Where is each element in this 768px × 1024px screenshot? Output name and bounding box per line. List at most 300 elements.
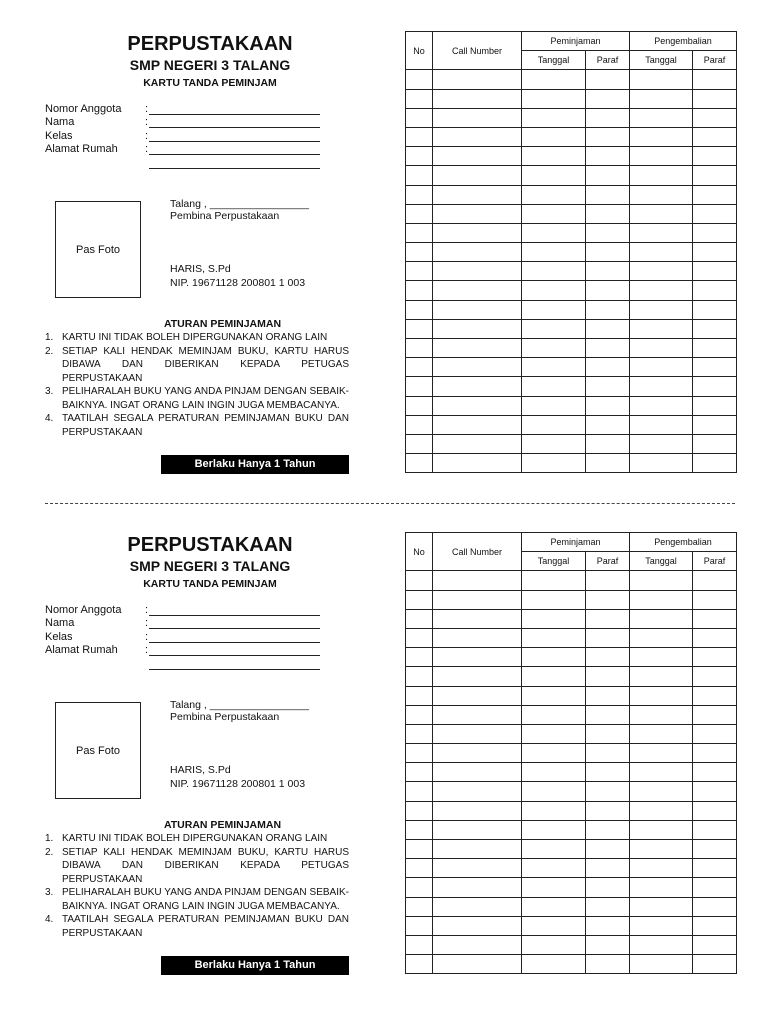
- colon: :: [145, 631, 149, 643]
- table-cell[interactable]: [630, 281, 693, 300]
- header-no: No: [406, 32, 433, 70]
- table-cell[interactable]: [693, 166, 737, 185]
- table-cell[interactable]: [693, 840, 737, 859]
- table-cell[interactable]: [406, 571, 433, 590]
- table-cell[interactable]: [586, 628, 630, 647]
- table-cell[interactable]: [522, 782, 586, 801]
- table-cell[interactable]: [433, 358, 522, 377]
- table-cell[interactable]: [522, 590, 586, 609]
- table-cell[interactable]: [693, 782, 737, 801]
- table-cell[interactable]: [693, 897, 737, 916]
- table-cell[interactable]: [406, 147, 433, 166]
- table-cell[interactable]: [586, 262, 630, 281]
- table-row: [406, 801, 737, 820]
- table-cell[interactable]: [522, 628, 586, 647]
- table-cell[interactable]: [433, 204, 522, 223]
- field-name[interactable]: [45, 617, 325, 630]
- rule-number: 3.: [45, 887, 54, 898]
- table-cell[interactable]: [406, 89, 433, 108]
- table-cell[interactable]: [406, 185, 433, 204]
- table-cell[interactable]: [522, 955, 586, 974]
- table-cell[interactable]: [433, 801, 522, 820]
- table-cell[interactable]: [693, 724, 737, 743]
- table-cell[interactable]: [693, 609, 737, 628]
- address-line-2[interactable]: [149, 168, 320, 169]
- table-cell[interactable]: [433, 648, 522, 667]
- table-cell[interactable]: [433, 571, 522, 590]
- table-cell[interactable]: [630, 590, 693, 609]
- table-cell[interactable]: [406, 377, 433, 396]
- table-cell[interactable]: [586, 686, 630, 705]
- table-cell[interactable]: [406, 763, 433, 782]
- table-cell[interactable]: [630, 377, 693, 396]
- table-cell[interactable]: [630, 801, 693, 820]
- table-cell[interactable]: [433, 185, 522, 204]
- table-cell[interactable]: [522, 763, 586, 782]
- table-cell[interactable]: [630, 204, 693, 223]
- table-row: [406, 319, 737, 338]
- field-name[interactable]: [45, 116, 325, 129]
- table-cell[interactable]: [522, 897, 586, 916]
- table-cell[interactable]: [406, 724, 433, 743]
- table-cell[interactable]: [522, 147, 586, 166]
- table-cell[interactable]: [433, 916, 522, 935]
- table-cell[interactable]: [406, 454, 433, 473]
- table-row: [406, 108, 737, 127]
- table-cell[interactable]: [693, 454, 737, 473]
- table-row: [406, 571, 737, 590]
- table-cell[interactable]: [433, 840, 522, 859]
- table-cell[interactable]: [522, 358, 586, 377]
- table-cell[interactable]: [693, 955, 737, 974]
- table-cell[interactable]: [693, 628, 737, 647]
- table-cell[interactable]: [522, 667, 586, 686]
- table-row: [406, 724, 737, 743]
- table-cell[interactable]: [522, 571, 586, 590]
- field-class[interactable]: [45, 631, 325, 644]
- table-cell[interactable]: [693, 744, 737, 763]
- table-cell[interactable]: [433, 878, 522, 897]
- table-cell[interactable]: [586, 820, 630, 839]
- table-cell[interactable]: [630, 705, 693, 724]
- table-cell[interactable]: [586, 147, 630, 166]
- table-cell[interactable]: [406, 281, 433, 300]
- loan-table: [405, 31, 737, 473]
- table-cell[interactable]: [406, 955, 433, 974]
- table-cell[interactable]: [406, 434, 433, 453]
- table-cell[interactable]: [433, 70, 522, 89]
- table-cell[interactable]: [586, 223, 630, 242]
- table-cell[interactable]: [522, 648, 586, 667]
- table-cell[interactable]: [630, 108, 693, 127]
- table-cell[interactable]: [693, 281, 737, 300]
- table-cell[interactable]: [522, 300, 586, 319]
- table-cell[interactable]: [630, 454, 693, 473]
- blank-line: [149, 615, 320, 616]
- table-cell[interactable]: [406, 609, 433, 628]
- table-cell[interactable]: [406, 744, 433, 763]
- table-cell[interactable]: [522, 916, 586, 935]
- table-cell[interactable]: [406, 648, 433, 667]
- table-cell[interactable]: [630, 820, 693, 839]
- table-row: [406, 840, 737, 859]
- table-cell[interactable]: [406, 262, 433, 281]
- table-cell[interactable]: [586, 89, 630, 108]
- loan-table: [405, 532, 737, 974]
- photo-label: Pas Foto: [75, 243, 121, 256]
- table-cell[interactable]: [406, 801, 433, 820]
- table-cell[interactable]: [433, 744, 522, 763]
- table-cell[interactable]: [433, 300, 522, 319]
- table-cell[interactable]: [693, 415, 737, 434]
- table-cell[interactable]: [693, 147, 737, 166]
- table-cell[interactable]: [522, 609, 586, 628]
- field-member-number[interactable]: [45, 604, 325, 617]
- table-cell[interactable]: [586, 281, 630, 300]
- table-cell[interactable]: [630, 840, 693, 859]
- table-cell[interactable]: [522, 89, 586, 108]
- table-cell[interactable]: [406, 840, 433, 859]
- table-cell[interactable]: [693, 339, 737, 358]
- table-cell[interactable]: [693, 127, 737, 146]
- table-cell[interactable]: [433, 705, 522, 724]
- table-cell[interactable]: [406, 127, 433, 146]
- table-cell[interactable]: [522, 70, 586, 89]
- table-cell[interactable]: [406, 339, 433, 358]
- table-cell[interactable]: [630, 223, 693, 242]
- table-cell[interactable]: [522, 243, 586, 262]
- header-return: Pengembalian: [630, 32, 737, 51]
- table-cell[interactable]: [522, 377, 586, 396]
- table-cell[interactable]: [586, 724, 630, 743]
- table-cell[interactable]: [406, 686, 433, 705]
- rule-text: KARTU INI TIDAK BOLEH DIPERGUNAKAN ORANG LAIN: [62, 332, 328, 343]
- table-cell[interactable]: [693, 667, 737, 686]
- validity-badge: Berlaku Hanya 1 Tahun: [161, 455, 349, 474]
- table-cell[interactable]: [630, 243, 693, 262]
- table-cell[interactable]: [630, 935, 693, 954]
- table-cell[interactable]: [586, 705, 630, 724]
- header-borrow-date: Tanggal: [522, 552, 586, 571]
- table-cell[interactable]: [586, 609, 630, 628]
- table-cell[interactable]: [630, 415, 693, 434]
- table-cell[interactable]: [433, 339, 522, 358]
- rule-number: 3.: [45, 386, 54, 397]
- table-cell[interactable]: [586, 801, 630, 820]
- table-cell[interactable]: [693, 319, 737, 338]
- table-cell[interactable]: [522, 686, 586, 705]
- table-cell[interactable]: [522, 801, 586, 820]
- table-cell[interactable]: [693, 243, 737, 262]
- field-member-number[interactable]: [45, 103, 325, 116]
- table-cell[interactable]: [586, 415, 630, 434]
- table-cell[interactable]: [406, 878, 433, 897]
- table-cell[interactable]: [693, 70, 737, 89]
- table-cell[interactable]: [630, 319, 693, 338]
- table-cell[interactable]: [433, 223, 522, 242]
- table-cell[interactable]: [586, 916, 630, 935]
- table-cell[interactable]: [586, 70, 630, 89]
- table-cell[interactable]: [406, 782, 433, 801]
- table-cell[interactable]: [586, 300, 630, 319]
- table-cell[interactable]: [630, 434, 693, 453]
- table-cell[interactable]: [433, 319, 522, 338]
- table-cell[interactable]: [522, 820, 586, 839]
- table-cell[interactable]: [406, 396, 433, 415]
- header-call-number: Call Number: [433, 32, 522, 70]
- table-cell[interactable]: [693, 300, 737, 319]
- table-cell[interactable]: [433, 434, 522, 453]
- table-cell[interactable]: [406, 415, 433, 434]
- table-cell[interactable]: [630, 878, 693, 897]
- table-cell[interactable]: [433, 281, 522, 300]
- blank-line: [149, 141, 320, 142]
- table-cell[interactable]: [630, 396, 693, 415]
- table-cell[interactable]: [433, 820, 522, 839]
- table-cell[interactable]: [630, 358, 693, 377]
- rule-number: 4.: [45, 413, 54, 424]
- table-row: [406, 434, 737, 453]
- table-cell[interactable]: [522, 185, 586, 204]
- table-cell[interactable]: [522, 705, 586, 724]
- table-cell[interactable]: [433, 859, 522, 878]
- table-cell[interactable]: [522, 935, 586, 954]
- field-address[interactable]: [45, 644, 325, 657]
- table-cell[interactable]: [406, 300, 433, 319]
- rule-item: [45, 345, 349, 386]
- table-cell[interactable]: [630, 609, 693, 628]
- table-cell[interactable]: [630, 648, 693, 667]
- table-cell[interactable]: [522, 166, 586, 185]
- table-cell[interactable]: [586, 859, 630, 878]
- table-cell[interactable]: [522, 840, 586, 859]
- table-cell[interactable]: [433, 243, 522, 262]
- table-cell[interactable]: [522, 724, 586, 743]
- table-row: [406, 89, 737, 108]
- table-cell[interactable]: [406, 223, 433, 242]
- table-cell[interactable]: [406, 820, 433, 839]
- table-cell[interactable]: [406, 916, 433, 935]
- rule-item: [45, 385, 349, 412]
- table-cell[interactable]: [406, 108, 433, 127]
- table-cell[interactable]: [586, 127, 630, 146]
- table-row: [406, 70, 737, 89]
- table-cell[interactable]: [406, 166, 433, 185]
- table-cell[interactable]: [586, 204, 630, 223]
- table-cell[interactable]: [586, 878, 630, 897]
- table-cell[interactable]: [630, 147, 693, 166]
- table-cell[interactable]: [693, 358, 737, 377]
- table-cell[interactable]: [630, 262, 693, 281]
- table-cell[interactable]: [522, 454, 586, 473]
- table-cell[interactable]: [693, 396, 737, 415]
- table-cell[interactable]: [433, 609, 522, 628]
- table-cell[interactable]: [433, 590, 522, 609]
- table-cell[interactable]: [406, 70, 433, 89]
- table-cell[interactable]: [433, 686, 522, 705]
- table-cell[interactable]: [433, 147, 522, 166]
- table-cell[interactable]: [406, 667, 433, 686]
- table-cell[interactable]: [522, 415, 586, 434]
- table-cell[interactable]: [586, 782, 630, 801]
- table-cell[interactable]: [630, 300, 693, 319]
- table-cell[interactable]: [433, 415, 522, 434]
- table-cell[interactable]: [693, 185, 737, 204]
- table-cell[interactable]: [693, 763, 737, 782]
- table-cell[interactable]: [433, 628, 522, 647]
- table-cell[interactable]: [586, 358, 630, 377]
- table-cell[interactable]: [433, 166, 522, 185]
- table-cell[interactable]: [586, 667, 630, 686]
- table-cell[interactable]: [433, 127, 522, 146]
- table-cell[interactable]: [586, 243, 630, 262]
- table-cell[interactable]: [406, 935, 433, 954]
- table-row: [406, 935, 737, 954]
- table-cell[interactable]: [586, 108, 630, 127]
- table-cell[interactable]: [522, 859, 586, 878]
- table-cell[interactable]: [630, 185, 693, 204]
- table-cell[interactable]: [630, 339, 693, 358]
- table-cell[interactable]: [693, 648, 737, 667]
- table-cell[interactable]: [433, 89, 522, 108]
- table-cell[interactable]: [433, 667, 522, 686]
- field-class[interactable]: [45, 130, 325, 143]
- table-cell[interactable]: [522, 396, 586, 415]
- table-cell[interactable]: [586, 897, 630, 916]
- table-cell[interactable]: [693, 878, 737, 897]
- table-cell[interactable]: [693, 108, 737, 127]
- table-cell[interactable]: [586, 571, 630, 590]
- table-cell[interactable]: [693, 935, 737, 954]
- table-cell[interactable]: [630, 70, 693, 89]
- table-cell[interactable]: [630, 897, 693, 916]
- table-cell[interactable]: [433, 377, 522, 396]
- table-cell[interactable]: [630, 127, 693, 146]
- table-cell[interactable]: [586, 744, 630, 763]
- table-cell[interactable]: [586, 396, 630, 415]
- table-cell[interactable]: [433, 396, 522, 415]
- table-cell[interactable]: [406, 859, 433, 878]
- field-address[interactable]: [45, 143, 325, 156]
- table-cell[interactable]: [522, 223, 586, 242]
- table-cell[interactable]: [693, 223, 737, 242]
- signer-name: HARIS, S.Pd: [170, 764, 231, 776]
- table-cell[interactable]: [586, 840, 630, 859]
- table-cell[interactable]: [522, 108, 586, 127]
- table-cell[interactable]: [693, 705, 737, 724]
- table-cell[interactable]: [433, 262, 522, 281]
- table-cell[interactable]: [433, 108, 522, 127]
- table-cell[interactable]: [630, 628, 693, 647]
- table-cell[interactable]: [693, 916, 737, 935]
- table-cell[interactable]: [693, 262, 737, 281]
- table-cell[interactable]: [630, 166, 693, 185]
- address-line-2[interactable]: [149, 669, 320, 670]
- rule-item: [45, 913, 349, 940]
- table-cell[interactable]: [693, 571, 737, 590]
- table-cell[interactable]: [522, 434, 586, 453]
- table-cell[interactable]: [586, 185, 630, 204]
- table-cell[interactable]: [693, 686, 737, 705]
- table-cell[interactable]: [693, 434, 737, 453]
- table-cell[interactable]: [693, 820, 737, 839]
- table-cell[interactable]: [693, 377, 737, 396]
- table-cell[interactable]: [693, 204, 737, 223]
- rule-item: [45, 331, 349, 345]
- table-cell[interactable]: [433, 935, 522, 954]
- table-row: [406, 300, 737, 319]
- table-cell[interactable]: [630, 763, 693, 782]
- table-cell[interactable]: [586, 590, 630, 609]
- table-cell[interactable]: [630, 744, 693, 763]
- table-cell[interactable]: [522, 878, 586, 897]
- table-cell[interactable]: [433, 763, 522, 782]
- table-cell[interactable]: [693, 801, 737, 820]
- table-cell[interactable]: [630, 667, 693, 686]
- table-cell[interactable]: [630, 724, 693, 743]
- rule-number: 2.: [45, 345, 54, 357]
- signer-name: HARIS, S.Pd: [170, 263, 231, 275]
- table-cell[interactable]: [630, 782, 693, 801]
- table-cell[interactable]: [586, 166, 630, 185]
- table-cell[interactable]: [433, 955, 522, 974]
- table-cell[interactable]: [586, 955, 630, 974]
- table-cell[interactable]: [522, 262, 586, 281]
- table-cell[interactable]: [522, 281, 586, 300]
- table-cell[interactable]: [630, 859, 693, 878]
- table-cell[interactable]: [586, 377, 630, 396]
- table-cell[interactable]: [522, 744, 586, 763]
- table-cell[interactable]: [406, 590, 433, 609]
- table-cell[interactable]: [630, 916, 693, 935]
- table-cell[interactable]: [693, 89, 737, 108]
- table-cell[interactable]: [406, 897, 433, 916]
- table-cell[interactable]: [586, 763, 630, 782]
- table-cell[interactable]: [586, 319, 630, 338]
- table-cell[interactable]: [586, 648, 630, 667]
- table-cell[interactable]: [406, 319, 433, 338]
- table-cell[interactable]: [433, 897, 522, 916]
- table-cell[interactable]: [586, 339, 630, 358]
- place-date: Talang , _________________: [170, 198, 309, 210]
- table-cell[interactable]: [522, 204, 586, 223]
- table-cell[interactable]: [586, 434, 630, 453]
- table-cell[interactable]: [630, 686, 693, 705]
- table-cell[interactable]: [630, 571, 693, 590]
- table-cell[interactable]: [406, 204, 433, 223]
- signer-role: Pembina Perpustakaan: [170, 210, 280, 222]
- table-row: [406, 243, 737, 262]
- table-cell[interactable]: [693, 859, 737, 878]
- table-cell[interactable]: [630, 89, 693, 108]
- table-cell[interactable]: [406, 705, 433, 724]
- table-cell[interactable]: [406, 358, 433, 377]
- table-cell[interactable]: [406, 628, 433, 647]
- table-cell[interactable]: [406, 243, 433, 262]
- table-cell[interactable]: [522, 319, 586, 338]
- table-cell[interactable]: [522, 127, 586, 146]
- table-cell[interactable]: [433, 724, 522, 743]
- table-cell[interactable]: [693, 590, 737, 609]
- table-cell[interactable]: [630, 955, 693, 974]
- table-cell[interactable]: [586, 454, 630, 473]
- table-cell[interactable]: [522, 339, 586, 358]
- table-cell[interactable]: [433, 454, 522, 473]
- rule-text: SETIAP KALI HENDAK MEMINJAM BUKU, KARTU HARUS DIBAWA DAN DIBERIKAN KEPADA PETUGAS PERPUSTAKAAN: [62, 345, 349, 384]
- table-cell[interactable]: [433, 782, 522, 801]
- header-no: No: [406, 533, 433, 571]
- table-cell[interactable]: [586, 935, 630, 954]
